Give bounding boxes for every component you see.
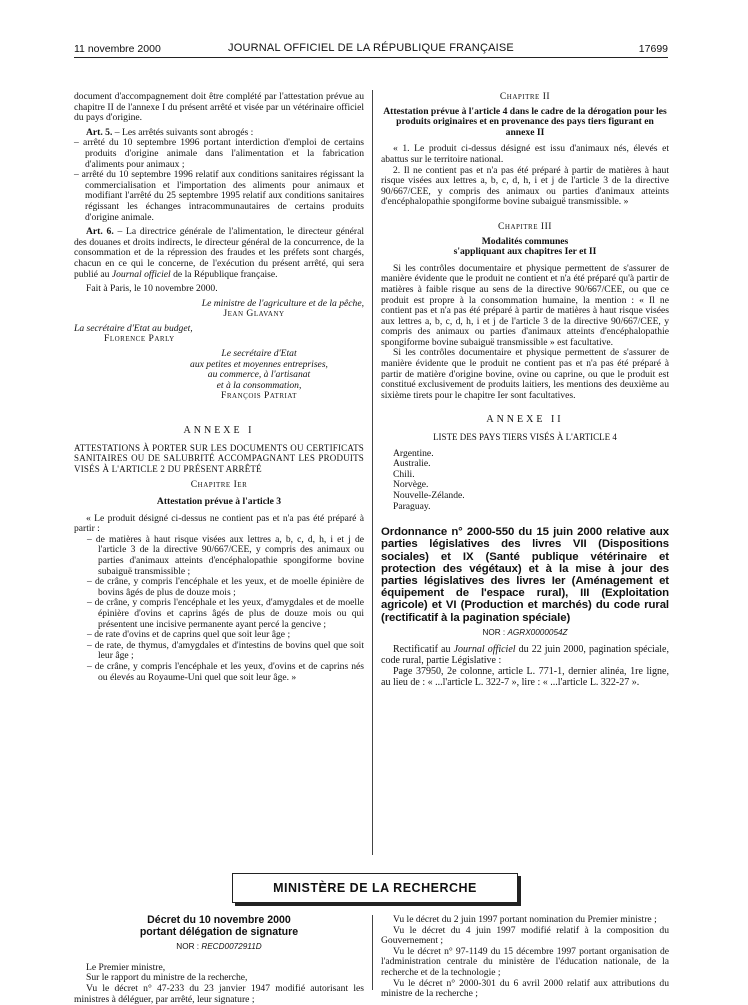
country-paraguay: Paraguay. <box>393 500 431 512</box>
bottom-right-column <box>381 915 669 1000</box>
country-argentine: Argentine. <box>393 447 434 459</box>
rectificatif-paragraph-1 <box>381 644 669 666</box>
decret-paragraph-3: Vu le décret n° 47-233 du 23 janvier 1947 modifié autorisant les ministres à déléguer, par arrêté, leur signature ; <box>74 982 364 1005</box>
annexe-1-subtitle: ATTESTATIONS À PORTER SUR LES DOCUMENTS OU CERTIFICATS SANITAIRES OU DE SALUBRITÉ ACCOMPAGNANT LES PRODUITS VISÉS À L'ARTICLE 2 DU PRÉSENT ARRÊTÉ <box>74 442 364 474</box>
art5-label: Art. 5. <box>86 126 113 138</box>
header-date: 11 novembre 2000 <box>74 43 161 55</box>
decret-title-line-2: portant délégation de signature <box>139 925 299 938</box>
chapitre-3-label: Chapitre III <box>498 220 552 232</box>
chap1-item-4: – de rate d'ovins et de caprins quel que soit leur âge ; <box>87 629 291 641</box>
chap3-paragraph-2: Si les contrôles documentaire et physique permettent de s'assurer de manière évidente que le produit ne contient pas et n'a pas été préparé à partir de matière d'origine bovine, ovine ou caprine, ou que le produit est constitué exclusivement de produits laitiers, les mentions des deuxième au sixième tirets pour le chapitre Ier sont facultatives. <box>381 347 669 401</box>
ordonnance-nor-label: NOR : <box>482 627 508 637</box>
annexe-1-title: ANNEXE I <box>183 425 255 437</box>
header-journal-title: JOURNAL OFFICIEL DE LA RÉPUBLIQUE FRANÇAISE <box>228 42 514 54</box>
intro-paragraph: document d'accompagnement doit être complété par l'attestation prévue au chapitre II de l'annexe I du présent arrêté et visée par un vétérinaire officiel du pays d'origine. <box>74 91 364 124</box>
decret-paragraph-1: Le Premier ministre, <box>86 961 166 973</box>
chap2-paragraph-2: 2. Il ne contient pas et n'a pas été préparé à partir de matières à haut risque visées aux lettres a, b, c, d, h, i et j de l'article 3 de la directive 90/667/CEE, y compris des animaux ou parties d'animaux atteints d'encéphalopathie spongiforme bovine subaiguë transmissible. » <box>381 164 669 208</box>
rectif-text-b: du 22 juin 2000, pagination spéciale, code rural, partie Législative : <box>381 644 669 667</box>
rectificatif-paragraph-2: Page 37950, 2e colonne, article L. 771-1, dernier alinéa, 1re ligne, au lieu de : « ...l'article L. 322-7 », lire : « ...l'article L. 322-27 ». <box>381 666 669 689</box>
page-header <box>74 40 668 58</box>
chap1-item-3: – de crâne, y compris l'encéphale et les yeux, d'amygdales et de moelle épinière d'ovins et caprins âgés de plus de douze mois ou qui présentent une incisive permanente ayant percé la gencive ; <box>87 597 364 630</box>
secretary-pme-role-4: et à la consommation, <box>216 379 302 391</box>
chapitre-2-heading: Attestation prévue à l'article 4 dans le cadre de la dérogation pour les produits originaires et en provenance des pays tiers figurant en annexe II <box>383 105 667 138</box>
chapitre-3-heading-1: Modalités communes <box>481 235 569 247</box>
chap2-paragraph-1: « 1. Le produit ci-dessus désigné est issu d'animaux nés, élevés et abattus sur le territoire national. <box>381 143 669 165</box>
bottom-right-paragraph-4: Vu le décret n° 2000-301 du 6 avril 2000 relatif aux attributions du ministre de la recherche ; <box>381 977 669 1000</box>
bottom-right-paragraph-2: Vu le décret du 4 juin 1997 modifié relatif à la composition du Gouvernement ; <box>381 924 669 947</box>
country-australie: Australie. <box>393 458 431 470</box>
secretary-pme-name: François Patriat <box>221 390 297 402</box>
right-column <box>381 92 669 688</box>
fait-a-paris: Fait à Paris, le 10 novembre 2000. <box>86 283 218 295</box>
annexe-2-subtitle: LISTE DES PAYS TIERS VISÉS À L'ARTICLE 4 <box>433 432 617 443</box>
annexe-2-title: ANNEXE II <box>486 414 564 426</box>
country-norvege: Norvège. <box>393 479 429 491</box>
chap1-intro: « Le produit désigné ci-dessus ne contient pas et n'a pas été préparé à partir : <box>74 512 364 535</box>
bottom-right-paragraph-3: Vu le décret n° 97-1149 du 15 décembre 1997 portant organisation de l'administration centrale du ministère de l'éducation nationale, de la recherche et de la technologie ; <box>381 945 669 978</box>
chapitre-2-label: Chapitre II <box>499 91 551 102</box>
decret-paragraph-2: Sur le rapport du ministre de la recherche, <box>86 972 248 984</box>
chap1-item-2: – de crâne, y compris l'encéphale et les yeux, et de moelle épinière de bovins âgés de plus de douze mois ; <box>87 576 364 598</box>
header-rule <box>74 57 668 58</box>
art5-text: – Les arrêtés suivants sont abrogés : <box>112 126 254 138</box>
bottom-right-paragraph-1: Vu le décret du 2 juin 1997 portant nomination du Premier ministre ; <box>393 914 657 925</box>
chapitre-3-heading-2: s'appliquant aux chapitres Ier et II <box>453 246 597 258</box>
art5-item-2: – arrêté du 10 septembre 1996 relatif aux conditions sanitaires régissant la commercialisation et l'importation des aliments pour animaux et modifiant l'arrêté du 25 septembre 1995 relatif aux conditions sanitaires régissant les échanges intracommunautaires de certains produits d'origine animale. <box>74 169 364 223</box>
country-nouvelle-zelande: Nouvelle-Zélande. <box>393 490 465 501</box>
secretary-budget-name: Florence Parly <box>104 333 175 345</box>
decret-nor-label: NOR : <box>176 942 202 952</box>
minister-name: Jean Glavany <box>223 308 285 320</box>
decret-nor-code: RECD0072911D <box>201 942 262 952</box>
art6-text: – La directrice générale de l'alimentation, le directeur général des douanes et droits indirects, le directeur général de la concurrence, de la consommation et de la répression des fraudes et les préfets sont chargés, chacun en ce qui le concerne, de l'exécution du présent arrêté, qui sera publié au <box>74 226 365 280</box>
bottom-column-divider <box>372 915 373 990</box>
decret-title-line-1: Décret du 10 novembre 2000 <box>147 914 291 926</box>
secretary-pme-role-2: aux petites et moyennes entreprises, <box>190 358 328 370</box>
bottom-left-column <box>74 915 364 1005</box>
ministry-heading-box: MINISTÈRE DE LA RECHERCHE <box>232 873 518 903</box>
chap1-item-5: – de rate, de thymus, d'amygdales et d'intestins de bovins quel que soit leur âge ; <box>87 639 364 662</box>
art6-journal: Journal officiel <box>111 268 171 280</box>
column-divider <box>372 90 373 855</box>
chap1-item-1: – de matières à haut risque visées aux lettres a, b, c, d, h, i et j de l'article 3 de la directive 90/667/CEE, y compris des animaux ou parties d'animaux atteints d'encéphalopathie spongiforme bovine subaiguë transmissible ; <box>87 533 364 577</box>
chapitre-1-label: Chapitre Ier <box>190 479 248 491</box>
chap3-paragraph-1: Si les contrôles documentaire et physique permettent de s'assurer de manière évidente que le produit ne contient et n'a été préparé qu'à partir de matières à faible risque au sens de la directive 90/667/CEE, ou que ce produit est propre à la consommation humaine, la mention : « Il ne contient pas et n'a pas été préparé à partir de matières à haut risque visées aux lettres a, b, c, d, h, i et j de l'article 3 de la directive 90/667/CEE, y compris des animaux ou parties d'animaux atteints d'encéphalopathie spongiforme bovine subaiguë transmissible » est facultative. <box>381 262 669 348</box>
country-chili: Chili. <box>393 468 415 480</box>
secretary-pme-role-3: au commerce, à l'artisanat <box>207 369 311 381</box>
ordonnance-nor-code: AGRX0000054Z <box>507 627 568 637</box>
chapitre-1-heading: Attestation prévue à l'article 3 <box>156 496 282 507</box>
left-column <box>74 92 364 683</box>
art6-label: Art. 6. <box>86 226 114 238</box>
ordonnance-nor <box>381 628 669 639</box>
art6-end: de la République française. <box>170 268 278 280</box>
ordonnance-title: Ordonnance n° 2000-550 du 15 juin 2000 relative aux parties législatives des livres VII (Dispositions sociales) et IX (Santé publique vétérinaire et protection des végétaux) et à la mise à jour des parties législatives des livres Ier (Aménagement et équipement de l'espace rural), III (Exploitation agricole) et VI (Production et marchés) du code rural (rectificatif à la pagination spéciale) <box>381 526 669 624</box>
rectif-journal: Journal officiel <box>453 644 516 656</box>
rectif-text-a: Rectificatif au <box>393 644 454 656</box>
article-6 <box>74 227 364 280</box>
art5-item-1: – arrêté du 10 septembre 1996 portant interdiction d'emploi de certains produits d'origine animale dans l'alimentation et la fabrication d'aliments pour animaux ; <box>74 137 364 170</box>
decret-nor <box>74 942 364 953</box>
header-page-number: 17699 <box>638 43 668 55</box>
secretary-budget-role: La secrétaire d'Etat au budget, <box>74 322 193 334</box>
minister-role: Le ministre de l'agriculture et de la pêche, <box>201 297 364 309</box>
chap1-item-6: – de crâne, y compris l'encéphale et les yeux, d'ovins et de caprins nés ou élevés au Royaume-Uni quel que soit leur âge. » <box>87 660 364 683</box>
secretary-pme-role-1: Le secrétaire d'Etat <box>221 348 297 360</box>
